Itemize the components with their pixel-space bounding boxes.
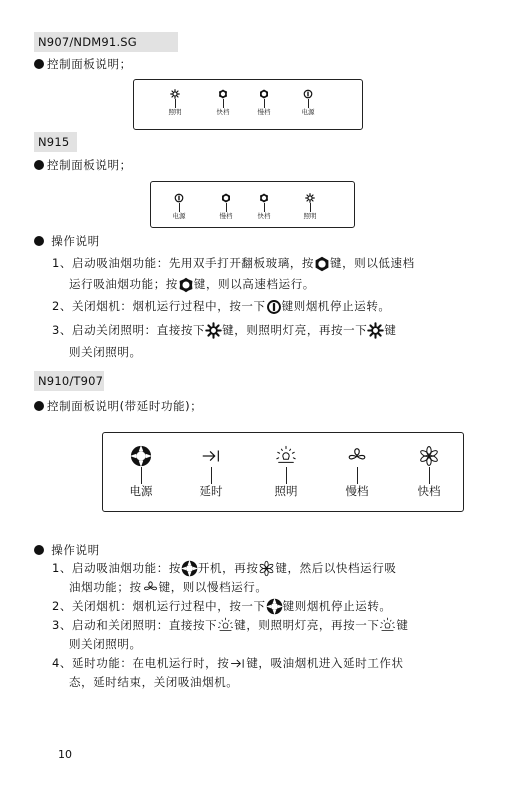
panel2-power-control [164, 193, 194, 220]
light-bulb-icon [217, 617, 234, 634]
panel3-label-power: 电源 [129, 484, 153, 498]
bullet-icon [34, 160, 44, 170]
slow-speed-icon [221, 193, 231, 203]
control-panel-3 [102, 432, 464, 512]
slow-speed-icon [259, 89, 269, 99]
panel1-label-fast: 快档 [216, 108, 230, 116]
ops3-line4: 3、启动和关闭照明：直接按下 键，则照明灯亮，再按一下 键 [52, 618, 409, 632]
ops3-line2: 油烟功能；按 键，则以慢档运行。 [69, 580, 268, 594]
panel3-light-control [266, 445, 306, 498]
panel2-slow-control [211, 193, 241, 220]
ops-heading-3: 操作说明 [34, 542, 100, 558]
model-tag-n907: N907/NDM91.SG [34, 32, 178, 52]
ops2-line4: 3、启动关闭照明：直接按下 键，则照明灯亮，再按一下 键 [52, 323, 397, 337]
light-icon [205, 322, 222, 339]
panel1-power-control [293, 89, 323, 116]
light-icon [305, 193, 315, 203]
fast-speed-icon [259, 193, 269, 203]
panel3-delay-control [191, 445, 231, 498]
panel2-label-power: 电源 [172, 212, 186, 220]
slow-speed-icon [314, 256, 330, 272]
panel1-label-light: 照明 [168, 108, 182, 116]
fast-speed-icon [178, 277, 194, 293]
delay-icon [200, 445, 222, 467]
bullet-icon [34, 236, 44, 246]
panel2-fast-control [249, 193, 279, 220]
ops2-line3: 2、关闭烟机：烟机运行过程中，按一下 键则烟机停止运转。 [52, 299, 391, 313]
panel-heading-2: 控制面板说明； [34, 157, 132, 173]
ops3-line5: 则关闭照明。 [69, 637, 142, 651]
ops3-line3: 2、关闭烟机：烟机运行过程中，按一下 键则烟机停止运转。 [52, 599, 392, 613]
ops2-line2: 运行吸油烟功能；按 键，则以高速档运行。 [69, 277, 315, 291]
power-icon [303, 89, 313, 99]
light-icon [367, 322, 384, 339]
panel2-label-fast: 快档 [257, 212, 271, 220]
fast-fan-icon [418, 445, 440, 467]
delay-icon [229, 655, 246, 672]
panel3-label-fast: 快档 [417, 484, 441, 498]
power-icon [266, 598, 283, 615]
panel3-fast-control [409, 445, 449, 498]
control-panel-2 [150, 181, 355, 228]
ops2-line1: 1、启动吸油烟功能：先用双手打开翻板玻璃，按 键，则以低速档 [52, 256, 415, 270]
page-number: 10 [58, 748, 72, 761]
panel3-slow-control [337, 445, 377, 498]
bullet-icon [34, 401, 44, 411]
panel3-label-slow: 慢档 [345, 484, 369, 498]
ops-heading-2: 操作说明 [34, 233, 100, 249]
power-icon [130, 445, 152, 467]
panel1-slow-control [249, 89, 279, 116]
panel2-light-control [295, 193, 325, 220]
panel2-label-light: 照明 [303, 212, 317, 220]
fast-speed-icon [218, 89, 228, 99]
power-icon [181, 560, 198, 577]
slow-fan-icon [346, 445, 368, 467]
model-tag-n915: N915 [34, 132, 77, 152]
ops2-line5: 则关闭照明。 [69, 345, 142, 359]
ops3-line1: 1、启动吸油烟功能：按 开机，再按 键，然后以快档运行吸 [52, 561, 397, 575]
ops3-line6: 4、延时功能：在电机运行时，按 键，吸油烟机进入延时工作状 [52, 656, 404, 670]
light-bulb-icon [379, 617, 396, 634]
panel-heading-3: 控制面板说明(带延时功能)； [34, 398, 202, 414]
panel3-label-light: 照明 [274, 484, 298, 498]
slow-fan-icon [142, 579, 159, 596]
control-panel-1 [133, 79, 363, 130]
ops3-line7: 态，延时结束，关闭吸油烟机。 [69, 675, 239, 689]
panel1-light-control [160, 89, 190, 116]
power-icon [174, 193, 184, 203]
panel1-label-slow: 慢档 [257, 108, 271, 116]
model-tag-n910: N910/T907 [34, 371, 104, 391]
light-icon [170, 89, 180, 99]
panel3-label-delay: 延时 [199, 484, 223, 498]
bullet-icon [34, 59, 44, 69]
light-bulb-icon [275, 445, 297, 467]
panel1-fast-control [208, 89, 238, 116]
panel2-label-slow: 慢档 [219, 212, 233, 220]
panel3-power-control [121, 445, 161, 498]
power-icon [266, 299, 282, 315]
panel-heading-1: 控制面板说明； [34, 56, 132, 72]
fast-fan-icon [258, 560, 275, 577]
panel1-label-power: 电源 [301, 108, 315, 116]
bullet-icon [34, 545, 44, 555]
